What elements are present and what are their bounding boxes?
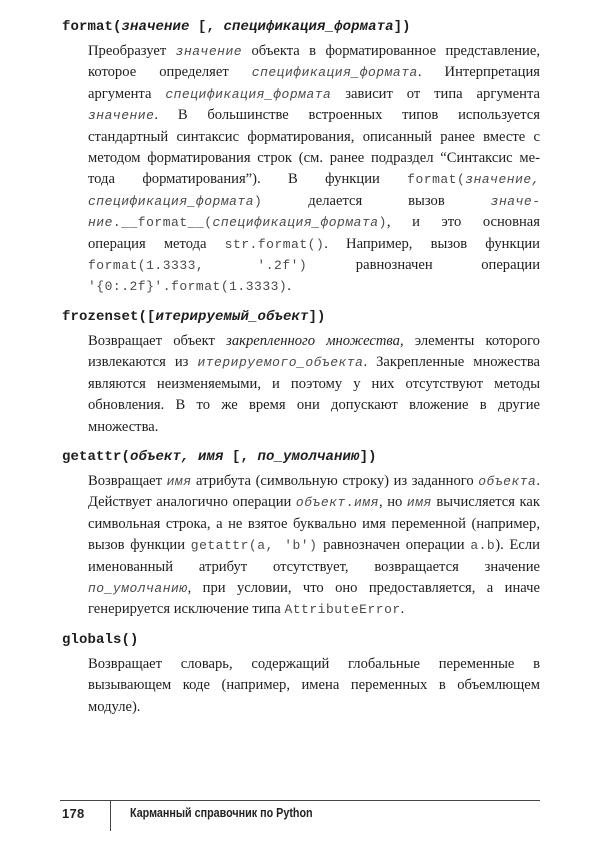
code-argument: значение, спецификация_формата [88,172,540,209]
text-run: , но [378,494,407,511]
code-fragment: ) [254,193,263,209]
entry-description [88,41,540,298]
signature-arg: значение [121,19,190,35]
code-argument: имя [354,495,379,511]
emphasis-text: закрепленного множества [226,332,400,349]
entry-signature [62,18,540,37]
text-run: равнозначен операции [317,537,471,554]
text-run: . [287,278,291,295]
entry-description [88,654,540,718]
text-run: атрибута (символьную строку) из заданного [191,472,479,489]
signature-name: globals() [62,631,139,648]
text-run: , и это основная операция метода [88,214,540,252]
code-argument: имя [406,495,432,511]
entry-signature [62,448,540,467]
signature-name: getattr( [62,448,131,465]
code-argument: спецификация_формата [165,86,332,102]
text-run: равнозначен операции [307,257,540,274]
text-run: . Например, вызов функции [324,235,540,252]
code-argument: имя [166,473,192,489]
text-run: . В большинстве встроенных типов используется стандартный синтаксис форматирования, описанный ранее вместе с методом форматирования строк (см. ранее подраздел “Синтаксис метода форматирования”). В функции [88,107,540,188]
code-argument: значение [175,44,243,59]
running-title: Карманный справочник по Python [130,806,313,820]
entry-globals [62,631,540,718]
code-fragment: a.b [470,538,496,554]
signature-close: ]) [359,448,377,465]
text-run: Возвращает [88,472,167,489]
code-fragment: .__format__( [112,215,213,231]
code-fragment: format( [407,172,466,188]
code-argument: значение [88,193,540,231]
text-run: Возвращает словарь, содержащий глобальные переменные в вызывающем коде (например, имена переменных в объемлющем модуле). [88,655,540,715]
code-fragment: . [345,495,355,511]
code-argument: значение [88,108,155,124]
code-argument: по_умолчанию [88,580,188,596]
code-fragment: AttributeError [284,602,401,618]
page-number: 178 [62,806,85,821]
text-run: вычисляется как символьная строка, а не взятое буквально имя переменной (например, вызов функции [88,494,540,554]
text-run: . [400,601,405,618]
text-run: делается вызов [262,192,491,209]
signature-optional-arg: по_умолчанию [257,448,360,465]
text-run: . Закрепленные множества являются неизменяемыми, и поэтому у них отсутствуют методы обновления. В то же время они допускают вложение в другие множества. [88,354,540,435]
page-content [62,18,540,728]
text-run: . Действует аналогично операции [88,472,540,511]
code-fragment: '{0:.2f}'.format(1.3333) [88,279,288,295]
entry-format [62,18,540,298]
text-run: объекта в форматированное представление, которое определяет [88,43,540,81]
entry-getattr [62,448,540,621]
code-fragment: str.format() [224,236,325,252]
entry-signature [62,308,540,327]
signature-name: frozenset([ [62,308,156,325]
code-fragment: format(1.3333, '.2f') [88,258,308,274]
signature-name: format( [62,19,122,35]
code-argument: спецификация_формата [212,215,379,231]
entry-description [88,471,540,621]
code-fragment: ) [378,215,387,231]
text-run: , при условии, что оно предоставляется, а иначе генерируется исключение типа [88,579,540,618]
signature-close: ]) [308,308,326,325]
entry-signature [62,631,540,650]
footer-divider [60,800,540,801]
signature-arg: итерируемый_объект [155,308,309,325]
text-run: ). Если именованный атрибут отсутствует, возвращается значение [88,537,540,575]
entry-description [88,331,540,438]
text-run: Возвращает объект [88,332,227,349]
text-run: зависит от типа аргумента [331,85,540,102]
text-run: Преобразует [88,43,176,59]
code-fragment: getattr(a, 'b') [190,538,318,554]
code-argument: спецификация_формата [251,65,418,81]
signature-close: ]) [393,19,411,35]
text-run: , элементы которого извлекаются из [88,332,540,371]
code-argument: итерируемого_объекта [197,355,364,371]
signature-separator: [, [189,19,224,35]
code-argument: объект [295,495,346,511]
signature-optional-arg: спецификация_формата [223,19,394,35]
footer-separator [110,801,111,831]
text-run: . Интерпретация аргумента [88,64,540,102]
signature-separator: [, [223,448,258,465]
signature-arg: объект, имя [130,448,224,465]
entry-frozenset [62,308,540,438]
code-argument: объекта [478,473,537,489]
